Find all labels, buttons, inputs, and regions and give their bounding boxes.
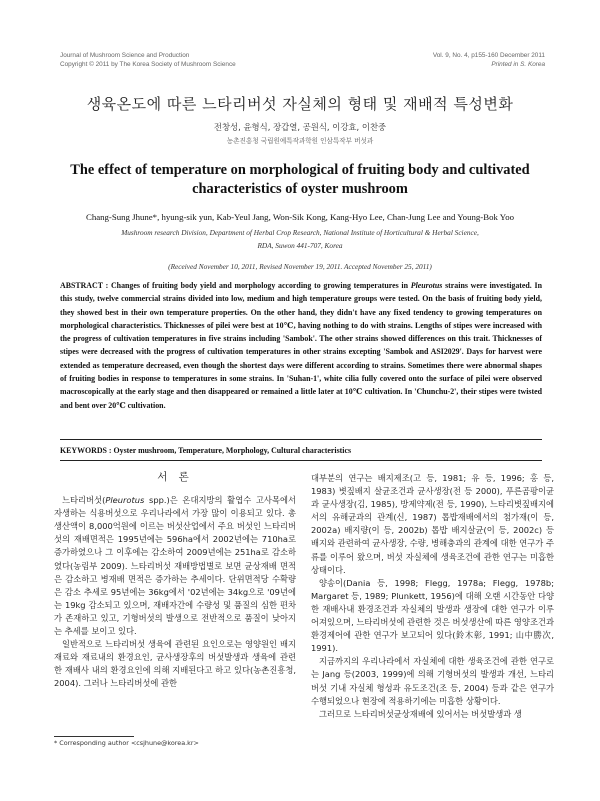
intro-paragraph-2: 일반적으로 느타리버섯 생육에 관련된 요인으로는 영양원인 배지재료와 재료내의 환경요인, 균사생장후의 버섯발생과 생육에 관련한 재배사 내의 환경요인에 의해 지배된다고 하고 있다(농촌진흥청, 2004). 그러나 느타리버섯에 관한 — [54, 639, 296, 689]
english-title-line2: characteristics of oyster mushroom — [192, 180, 408, 197]
divider-top — [60, 439, 542, 440]
issue-header — [433, 52, 545, 69]
english-affiliation — [0, 226, 600, 252]
abstract-text-2: strains were investigated. In this study, twelve commercial strains divided into low, medium and high temperature groups were tested. On the basis of fruiting body yield, they showed best in their own temperature properties. On the other hand, they didn't have any fixed tendency to growing temperatures on morphological characteristics. Thicknesses of pilei were best at 10℃, having nothing to do with strains. Lengths of stipes were increased with the progress of cultivation temperatures in five strains including 'Sambok'. The other strains showed differences on this trait. Thicknesses of stipes were decreased with the progress of cultivation temperatures in other strains excepting 'Sambok and ASI2029'. Days for harvest were extended as temperature decreased, even though the shortest days were different according to strains. Sometimes there were abnormal shapes of fruiting bodies in response to temperatures in some strains. In 'Suhan-1', white cilia fully covered onto the surface of pilei were observed macroscopically at the early stage and then disappeared or remained a little later at 10℃ cultivation. In 'Chunchu-2', their stipes were twisted and bent over 20℃ cultivation. — [60, 281, 542, 410]
divider-bottom — [60, 460, 542, 461]
intro-paragraph-6: 그러므로 느타리버섯균상재배에 있어서는 버섯발생과 생 — [319, 708, 522, 719]
received-dates: (Received November 10, 2011, Revised November 19, 2011. Accepted November 25, 2011) — [168, 262, 432, 271]
intro-paragraph-3: 대부분의 연구는 배지제조(고 등, 1981; 유 등, 1996; 홍 등, 1983) 볏짚배지 살균조건과 균사생장(전 등 2000), 푸른곰팡이균과 균사생장(김, 1985), 방제약제(전 등, 1990), 느타리볏짚배지에서의 유해균과의 관계(신, 1987) 톱밥재배에서의 첨가재(이 등, 2002a) 배지량(이 등, 2002b) 톱밥 배지살균(이 등, 2002c) 등 배지와 관련하여 균사생장, 수량, 병해충과의 관계에 대한 연구가 주류를 이루어 왔으며, 버섯 자실체에 생육조건에 관한 연구는 미흡한 상태이다. — [311, 473, 554, 575]
intro-paragraph-5: 지금까지의 우리나라에서 자실체에 대한 생육조건에 관한 연구로는 Jang 등(2003, 1999)에 의해 기형버섯의 발생과 개선, 느타리버섯 기내 자실체 형성과 유도조건(조 등, 2004) 등과 같은 연구가 수행되었으나 현장에 적용하기에는 미흡한 상황이다. — [311, 656, 554, 706]
abstract-text-1: Changes of fruiting body yield and morphology according to growing temperatures in — [108, 281, 411, 290]
korean-authors: 전창성, 윤형식, 장갑열, 공원식, 이강효, 이찬중 — [213, 122, 387, 132]
copyright-line: Copyright © 2011 by The Korea Society of Mushroom Science — [60, 60, 236, 68]
volume-line: Vol. 9, No. 4, p155-160 December 2011 — [432, 52, 545, 59]
korean-title: 생육온도에 따른 느타리버섯 자실체의 형태 및 재배적 특성변화 — [86, 95, 514, 113]
keywords: KEYWORDS : Oyster mushroom, Temperature, Morphology, Cultural characteristics — [60, 446, 352, 455]
english-authors: Chang-Sung Jhune*, hyung-sik yun, Kab-Yeul Jang, Won-Sik Kong, Kang-Hyo Lee, Chan-Jung Lee and Young-Bok Yoo — [85, 212, 515, 222]
intro-paragraph-1 — [54, 494, 296, 638]
corresponding-author-footnote: * Corresponding author <csjhune@korea.kr> — [54, 739, 199, 747]
intro-paragraph-4: 양송이(Dania 등, 1998; Flegg, 1978a; Flegg, 1978b; Margaret 등, 1989; Plunkett, 1956)에 대해 오랜 시간동안 다양한 재배사내 환경조건과 자실체의 발생과 생장에 대한 연구가 이루어져있으며, 느타리버섯에 관련한 것은 버섯생산에 따른 영양조건과 환경제어에 관한 연구가 보고되어 있다(鈴木彰, 1991; 山中勝次, 1991). — [311, 577, 554, 654]
body-right-column — [311, 472, 554, 721]
english-affiliation-line2: RDA, Suwon 441-707, Korea — [257, 241, 343, 250]
journal-name: Journal of Mushroom Science and Production — [60, 52, 190, 59]
intro-p1-start: 느타리버섯( — [62, 495, 106, 506]
intro-p1-rest: spp.)은 온대지방의 활엽수 고사목에서 자생하는 식용버섯으로 우리나라에서 가장 많이 이용되고 있다. 총생산액이 8,000억원에 이르는 버섯산업에서 주요 버섯인 느타리버섯의 재배면적은 1995년에는 596ha에서 2002년에는 710ha로 증가하였으나 그 이후에는 감소하여 2009년에는 251ha로 감소하였다(농림부 2009). 느타리버섯 재배방법별로 보면 균상재배 면적은 감소하고 병재배 면적은 증가하는 추세이다. 단위면적당 수확량은 감소 추세로 95년에는 36kg에서 '02년에는 34kg으로 '09년에는 19kg 감소되고 있으며, 재배자간에 수량성 및 품질의 심한 편차가 존재하고 있고, 기형버섯의 발생으로 전반적으로 품질이 낮아지는 추세를 보이고 있다. — [54, 495, 296, 637]
english-title — [0, 161, 600, 198]
footnote-rule — [54, 736, 134, 737]
intro-p1-species: Pleurotus — [105, 495, 145, 506]
abstract-species: Pleurotus — [410, 281, 443, 290]
english-title-line1: The effect of temperature on morphological of fruiting body and cultivated — [70, 162, 530, 178]
journal-header — [60, 52, 236, 69]
abstract — [60, 279, 542, 412]
printed-line: Printed in S. Korea — [491, 60, 545, 68]
body-left-column — [54, 471, 296, 691]
abstract-label: ABSTRACT : — [60, 281, 109, 290]
section-title-introduction: 서 론 — [157, 471, 193, 483]
english-affiliation-line1: Mushroom research Division, Department of Herbal Crop Research, National Institute of Horticultural & Herbal Science, — [121, 228, 479, 237]
korean-affiliation: 농촌진흥청 국립원예특작과학원 인삼특작부 버섯과 — [226, 137, 374, 145]
